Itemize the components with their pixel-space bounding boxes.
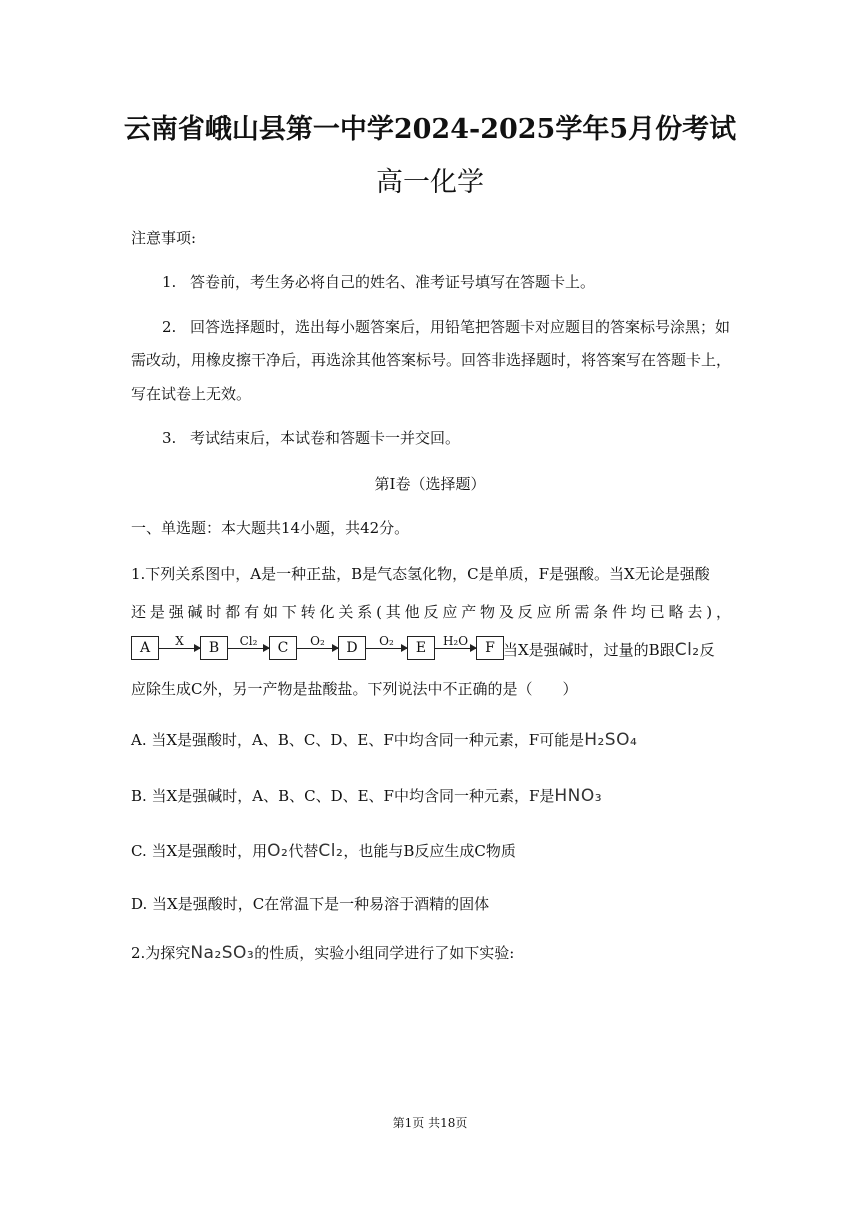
notice-item-number: 3. [162, 429, 177, 447]
notice-item-number: 1. [162, 273, 177, 291]
arrow-icon [366, 634, 407, 649]
chem-formula: O₂ [267, 841, 289, 861]
page-footer: 第1页 共18页 [392, 1116, 468, 1130]
chem-formula: Cl₂ [318, 841, 344, 861]
option-b [131, 786, 602, 806]
chem-formula: Cl₂ [674, 640, 700, 660]
arrow-label: O₂ [379, 634, 394, 648]
part-heading: 第Ⅰ卷（选择题） [374, 475, 486, 493]
notice-item-text: 考试结束后，本试卷和答题卡一并交回。 [190, 429, 461, 447]
notice-item-text: 答卷前，考生务必将自己的姓名、准考证号填写在答题卡上。 [190, 273, 596, 291]
option-text: C. 当X是强酸时，用 [131, 842, 268, 860]
option-text: ，也能与B反应生成C物质 [343, 842, 516, 860]
chem-formula: Na₂SO₃ [190, 943, 255, 963]
diagram-box-b: B [200, 636, 228, 660]
question-1-line: 应除生成C外，另一产物是盐酸盐。下列说法中不正确的是（ ） [131, 680, 578, 698]
reaction-flow-diagram [131, 636, 503, 662]
section-heading: 一、单选题：本大题共14小题，共42分。 [131, 519, 410, 537]
notice-item-text: 写在试卷上无效。 [131, 385, 252, 403]
question-1-text: 反 [699, 641, 715, 659]
page-title: 云南省峨山县第一中学2024-2025学年5月份考试 [123, 114, 737, 145]
option-text: B. 当X是强碱时，A、B、C、D、E、F中均含同一种元素，F是 [131, 787, 555, 805]
arrow-label: Cl₂ [239, 634, 258, 648]
arrow-label: X [175, 634, 184, 648]
page-subtitle: 高一化学 [376, 167, 484, 198]
question-1-line: 还是强碱时都有如下转化关系(其他反应产物及反应所需条件均已略去)， [131, 603, 731, 621]
arrow-icon [297, 634, 338, 649]
option-text: A. 当X是强酸时，A、B、C、D、E、F中均含同一种元素，F可能是 [131, 731, 585, 749]
chem-formula: H₂SO₄ [584, 730, 638, 750]
diagram-box-a: A [131, 636, 159, 660]
arrow-icon [435, 634, 476, 649]
arrow-label: H₂O [442, 634, 469, 648]
question-1-line: 1.下列关系图中，A是一种正盐，B是气态氢化物，C是单质，F是强酸。当X无论是强酸 [131, 565, 710, 583]
question-1-line [503, 640, 715, 660]
notice-item-number: 2. [162, 318, 177, 336]
arrow-icon [159, 634, 200, 649]
notice-heading: 注意事项: [131, 229, 197, 247]
arrow-icon [228, 634, 269, 649]
diagram-box-f: F [476, 636, 504, 660]
option-d: D. 当X是强酸时，C在常温下是一种易溶于酒精的固体 [131, 895, 490, 913]
question-1-text: 当X是强碱时，过量的B跟 [503, 641, 675, 659]
diagram-box-e: E [407, 636, 435, 660]
chem-formula: HNO₃ [554, 786, 603, 806]
option-text: 代替 [288, 842, 319, 860]
notice-item-text: 需改动，用橡皮擦干净后，再选涂其他答案标号。回答非选择题时，将答案写在答题卡上， [131, 351, 732, 369]
question-2-line [131, 943, 514, 963]
arrow-label: O₂ [310, 634, 325, 648]
notice-item-text: 回答选择题时，选出每小题答案后，用铅笔把答题卡对应题目的答案标号涂黑；如 [190, 318, 731, 336]
question-2-text: 2.为探究 [131, 944, 191, 962]
option-a [131, 730, 637, 750]
question-2-text: 的性质，实验小组同学进行了如下实验: [254, 944, 515, 962]
option-c [131, 841, 516, 861]
diagram-box-d: D [338, 636, 366, 660]
diagram-box-c: C [269, 636, 297, 660]
